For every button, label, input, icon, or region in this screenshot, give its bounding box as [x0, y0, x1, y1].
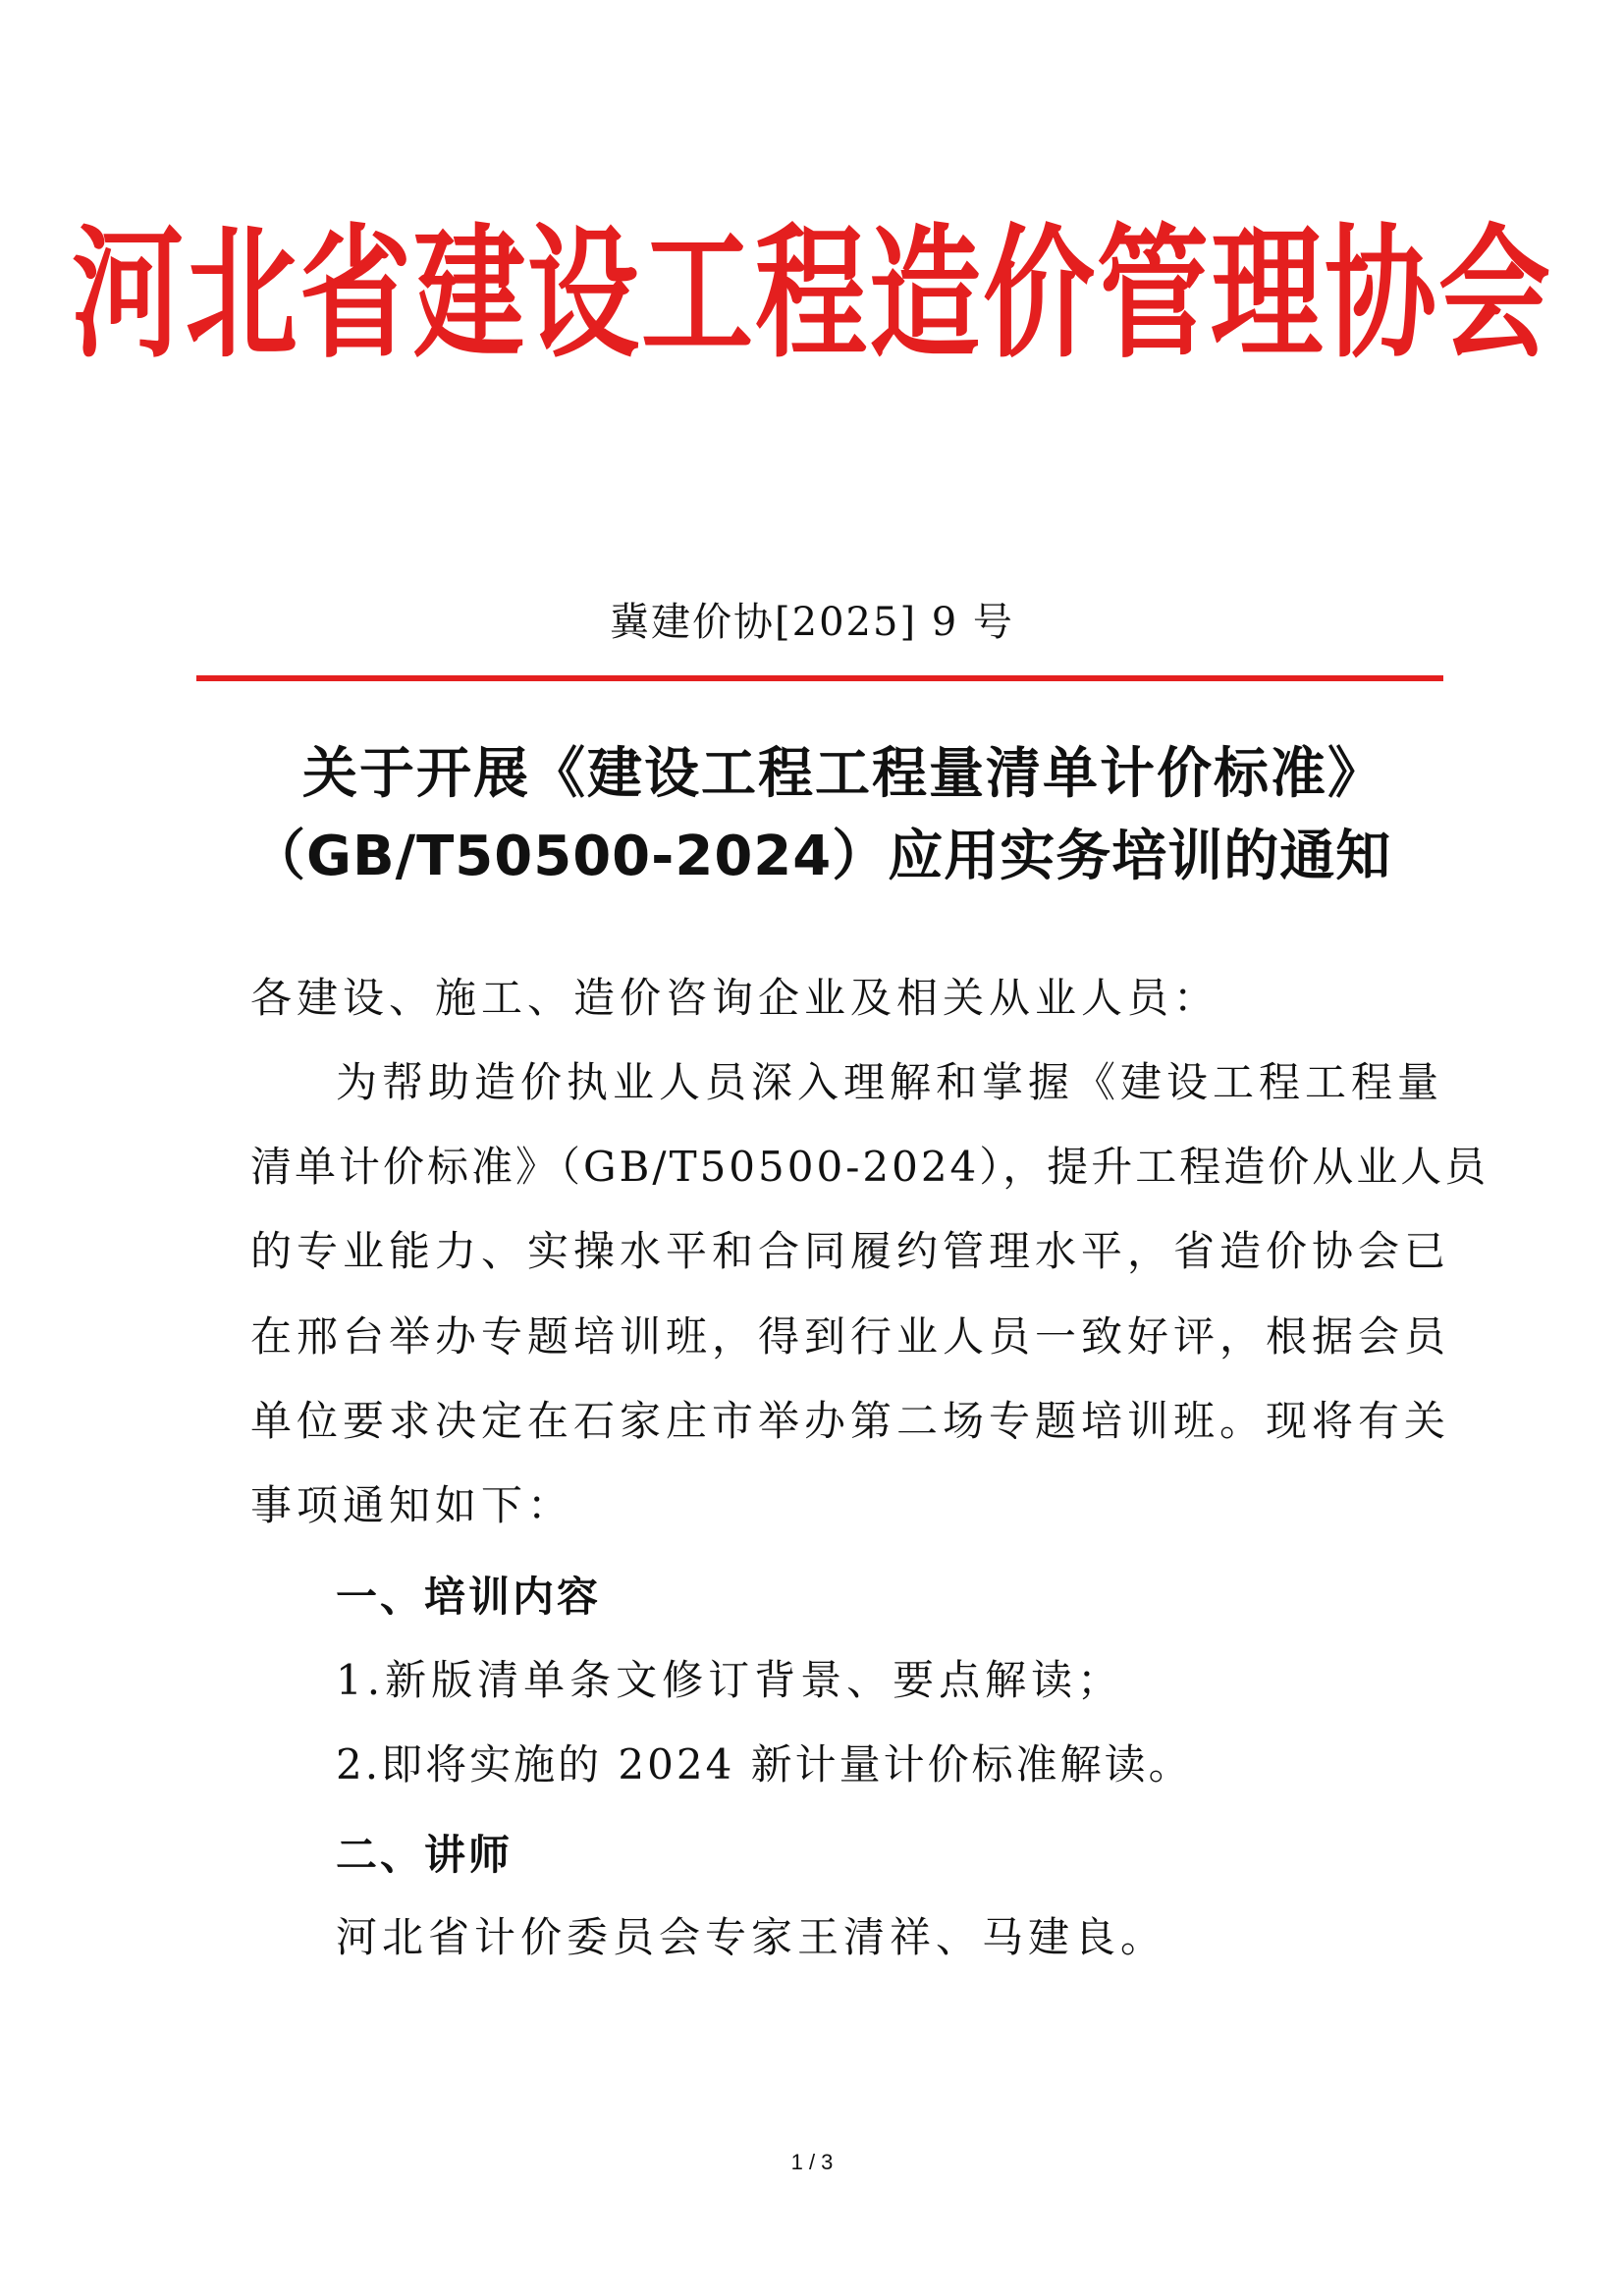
intro-line-2: 清单计价标准》（GB/T50500-2024），提升工程造价从业人员 — [250, 1143, 1489, 1191]
intro-line-4: 在邢台举办专题培训班，得到行业人员一致好评，根据会员 — [250, 1312, 1451, 1361]
intro-line-6: 事项通知如下： — [250, 1481, 574, 1529]
section-heading-training-content: 一、培训内容 — [336, 1573, 602, 1621]
intro-line-1: 为帮助造价执业人员深入理解和掌握《建设工程工程量 — [336, 1058, 1444, 1106]
intro-line-5: 单位要求决定在石家庄市举办第二场专题培训班。现将有关 — [250, 1397, 1451, 1445]
lecturer-text: 河北省计价委员会专家王清祥、马建良。 — [336, 1913, 1167, 1961]
document-number: 冀建价协[2025] 9 号 — [610, 600, 1014, 645]
notice-title-line-2: （GB/T50500-2024）应用实务培训的通知 — [250, 825, 1392, 888]
letterhead-org-name: 河北省建设工程造价管理协会 — [71, 210, 1552, 378]
page-number: 1 / 3 — [790, 2150, 834, 2174]
addressee: 各建设、施工、造价咨询企业及相关从业人员： — [250, 974, 1220, 1022]
section-heading-lecturer: 二、讲师 — [336, 1831, 514, 1879]
training-item-1: 1.新版清单条文修订背景、要点解读； — [336, 1656, 1124, 1704]
notice-title-line-1: 关于开展《建设工程工程量清单计价标准》 — [302, 742, 1384, 806]
letterhead-red-rule — [196, 675, 1443, 681]
intro-line-3: 的专业能力、实操水平和合同履约管理水平，省造价协会已 — [250, 1227, 1451, 1275]
training-item-2: 2.即将实施的 2024 新计量计价标准解读。 — [336, 1740, 1193, 1789]
